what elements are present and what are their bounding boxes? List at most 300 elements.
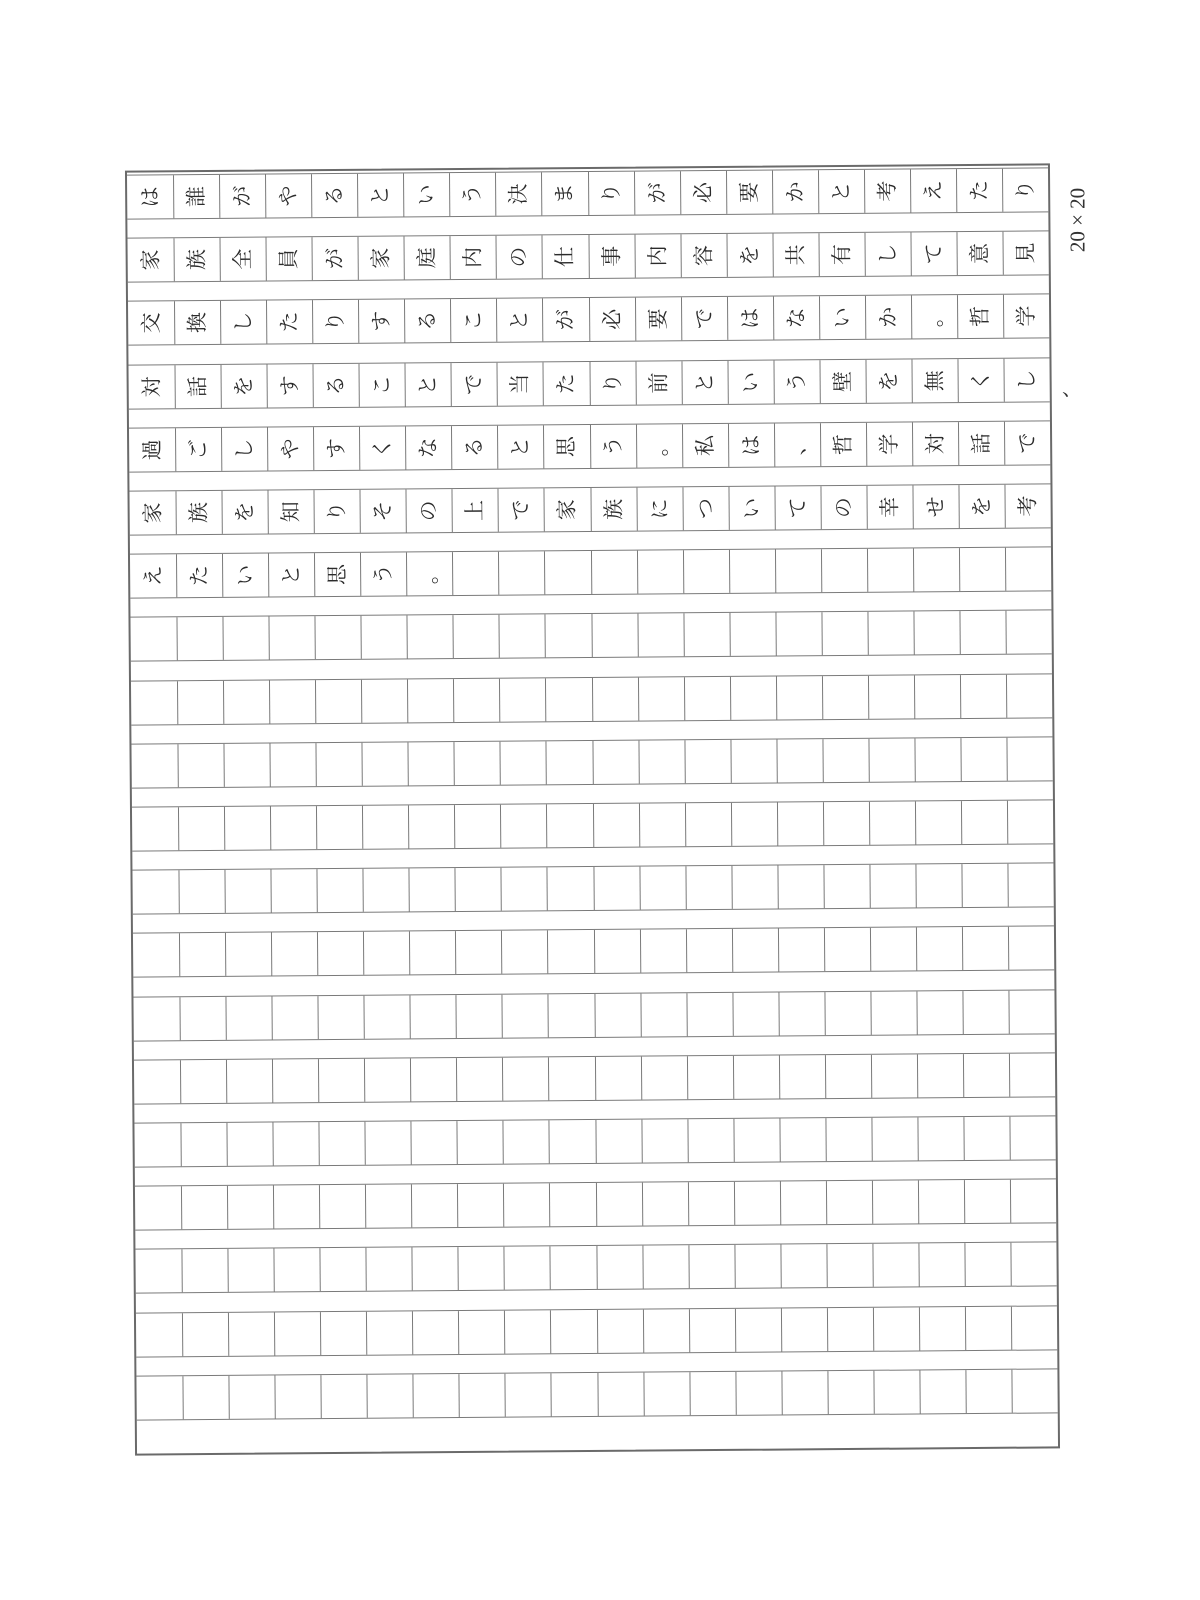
- manuscript-cell: [451, 362, 497, 405]
- cell-character: で: [461, 373, 487, 395]
- manuscript-cell: [458, 1310, 504, 1353]
- manuscript-cell: [127, 175, 173, 218]
- manuscript-cell: [773, 297, 819, 340]
- manuscript-cell: [134, 1060, 180, 1103]
- manuscript-cell: [637, 550, 683, 593]
- manuscript-cell: [177, 680, 223, 723]
- manuscript-row: [131, 673, 1052, 725]
- manuscript-cell: [1002, 168, 1048, 211]
- cell-character: 、: [784, 434, 809, 456]
- manuscript-cell: [588, 298, 634, 341]
- cell-character: 換: [185, 312, 210, 334]
- manuscript-cell: [592, 740, 638, 783]
- manuscript-cell: [957, 358, 1003, 401]
- manuscript-cell: [549, 1183, 595, 1226]
- manuscript-cell: [819, 296, 865, 339]
- manuscript-cell: [358, 237, 404, 280]
- manuscript-cell: [735, 1308, 781, 1351]
- cell-character: 私: [692, 434, 717, 456]
- manuscript-cell: [452, 552, 498, 595]
- manuscript-cell: [271, 869, 317, 912]
- cell-character: 事: [599, 245, 624, 268]
- cell-character: と: [279, 564, 304, 586]
- manuscript-cell: [501, 868, 547, 911]
- cell-character: が: [322, 248, 347, 270]
- manuscript-cell: [919, 1307, 965, 1350]
- manuscript-cell: [272, 996, 318, 1039]
- manuscript-cell: [680, 171, 726, 214]
- manuscript-cell: [1009, 1116, 1055, 1159]
- manuscript-cell: [917, 1054, 963, 1097]
- manuscript-row: [128, 294, 1049, 346]
- manuscript-cell: [550, 1246, 596, 1289]
- manuscript-cell: [778, 992, 824, 1035]
- cell-character: 要: [645, 308, 670, 330]
- cell-character: 考: [874, 180, 900, 202]
- manuscript-cell: [228, 1249, 274, 1292]
- cell-character: え: [140, 565, 165, 587]
- manuscript-cell: [365, 1121, 411, 1164]
- manuscript-cell: [502, 994, 548, 1037]
- manuscript-cell: [820, 423, 866, 466]
- manuscript-cell: [866, 422, 912, 465]
- manuscript-cell: [957, 295, 1003, 338]
- manuscript-cell: [641, 1182, 687, 1225]
- manuscript-cell: [542, 298, 588, 341]
- manuscript-cell: [407, 615, 453, 658]
- manuscript-cell: [313, 363, 359, 406]
- manuscript-cell: [587, 172, 633, 215]
- manuscript-row: [134, 1052, 1055, 1104]
- manuscript-cell: [130, 618, 176, 661]
- cell-character: を: [231, 375, 256, 397]
- manuscript-cell: [867, 549, 913, 592]
- manuscript-cell: [367, 1374, 413, 1417]
- manuscript-cell: [774, 486, 820, 529]
- manuscript-cell: [131, 681, 177, 724]
- cell-character: く: [968, 369, 993, 391]
- manuscript-row: [135, 1242, 1056, 1294]
- manuscript-cell: [916, 991, 962, 1034]
- cell-character: て: [921, 243, 946, 265]
- manuscript-cell: [128, 302, 174, 345]
- cell-character: 共: [783, 244, 808, 266]
- manuscript-cell: [913, 612, 959, 655]
- manuscript-cell: [682, 424, 728, 467]
- manuscript-cell: [733, 1055, 779, 1098]
- manuscript-cell: [267, 364, 313, 407]
- manuscript-cell: [404, 299, 450, 342]
- manuscript-cell: [1003, 358, 1049, 401]
- manuscript-cell: [317, 932, 363, 975]
- cell-character: 誰: [184, 185, 209, 208]
- manuscript-cell: [916, 927, 962, 970]
- manuscript-row: [128, 357, 1049, 409]
- manuscript-cell: [958, 422, 1004, 465]
- manuscript-cell: [226, 996, 272, 1039]
- cell-character: か: [782, 181, 807, 203]
- manuscript-cell: [131, 744, 177, 787]
- manuscript-cell: [728, 423, 774, 466]
- manuscript-cell: [915, 864, 961, 907]
- manuscript-cell: [227, 1186, 273, 1229]
- manuscript-cell: [732, 929, 778, 972]
- manuscript-cell: [595, 1183, 641, 1226]
- manuscript-cell: [364, 995, 410, 1038]
- manuscript-cell: [686, 993, 732, 1036]
- manuscript-cell: [734, 1182, 780, 1225]
- manuscript-cell: [502, 1057, 548, 1100]
- manuscript-row: [127, 167, 1048, 219]
- manuscript-cell: [912, 422, 958, 465]
- manuscript-cell: [136, 1376, 182, 1419]
- cell-character: る: [415, 310, 440, 332]
- cell-character: 交: [138, 312, 163, 334]
- manuscript-cell: [180, 996, 226, 1039]
- cell-character: 対: [922, 433, 948, 455]
- cell-character: 族: [601, 498, 626, 520]
- manuscript-cell: [312, 237, 358, 280]
- manuscript-cell: [178, 807, 224, 850]
- manuscript-cell: [965, 1370, 1011, 1413]
- manuscript-cell: [500, 741, 546, 784]
- manuscript-cell: [779, 1055, 825, 1098]
- manuscript-cell: [731, 803, 777, 846]
- cell-character: 学: [876, 433, 902, 455]
- manuscript-cell: [781, 1371, 827, 1414]
- cell-character: 族: [184, 249, 209, 271]
- manuscript-cell: [1006, 737, 1052, 780]
- manuscript-cell: [453, 615, 499, 658]
- manuscript-cell: [311, 174, 357, 217]
- manuscript-cell: [820, 486, 866, 529]
- manuscript-cell: [870, 928, 916, 971]
- cell-character: う: [460, 183, 485, 206]
- cell-character: た: [187, 565, 212, 587]
- manuscript-cell: [639, 930, 685, 973]
- manuscript-row: [127, 231, 1048, 283]
- manuscript-cell: [319, 1122, 365, 1165]
- cell-character: り: [323, 311, 348, 333]
- manuscript-cell: [547, 867, 593, 910]
- manuscript-cell: [227, 1123, 273, 1166]
- cell-character: い: [829, 307, 854, 329]
- manuscript-cell: [597, 1372, 643, 1415]
- manuscript-cell: [313, 427, 359, 470]
- cell-character: 内: [460, 247, 486, 269]
- manuscript-cell: [635, 298, 681, 341]
- cell-character: し: [231, 312, 256, 334]
- manuscript-cell: [1005, 611, 1051, 654]
- manuscript-cell: [635, 361, 681, 404]
- manuscript-cell: [962, 990, 1008, 1033]
- manuscript-cell: [404, 236, 450, 279]
- manuscript-cell: [726, 171, 772, 214]
- grid-size-label: [1058, 180, 1098, 260]
- manuscript-cell: [453, 678, 499, 721]
- cell-character: る: [322, 184, 347, 207]
- manuscript-cell: [823, 802, 869, 845]
- cell-character: し: [875, 243, 900, 265]
- manuscript-cell: [274, 1312, 320, 1355]
- manuscript-cell: [458, 1247, 504, 1290]
- manuscript-cell: [546, 804, 592, 847]
- manuscript-cell: [775, 549, 821, 592]
- cell-character: 員: [276, 248, 301, 270]
- manuscript-row: [133, 926, 1054, 978]
- manuscript-cell: [593, 867, 639, 910]
- manuscript-cell: [174, 238, 220, 281]
- manuscript-cell: [548, 1057, 594, 1100]
- manuscript-cell: [772, 170, 818, 213]
- manuscript-cell: [409, 868, 455, 911]
- manuscript-cell: [223, 680, 269, 723]
- manuscript-cell: [588, 235, 634, 278]
- cell-character: が: [553, 309, 578, 331]
- manuscript-cell: [1008, 927, 1054, 970]
- cell-character: 家: [555, 499, 580, 521]
- cell-character: た: [554, 372, 579, 394]
- cell-character: 幸: [877, 496, 902, 518]
- manuscript-cell: [1004, 421, 1050, 464]
- cell-character: り: [324, 500, 349, 523]
- manuscript-cell: [551, 1373, 597, 1416]
- manuscript-row: [136, 1368, 1057, 1420]
- manuscript-cell: [914, 675, 960, 718]
- manuscript-cell: [826, 1244, 872, 1287]
- manuscript-cell: [685, 803, 731, 846]
- manuscript-cell: [543, 425, 589, 468]
- cell-character: す: [324, 437, 349, 459]
- manuscript-cell: [268, 490, 314, 533]
- cell-character: 族: [186, 501, 211, 524]
- manuscript-cell: [178, 744, 224, 787]
- manuscript-cell: [499, 678, 545, 721]
- manuscript-cell: [1007, 800, 1053, 843]
- cell-character: い: [233, 564, 258, 587]
- cell-character: を: [969, 495, 994, 518]
- manuscript-cell: [681, 361, 727, 404]
- manuscript-cell: [818, 170, 864, 213]
- manuscript-cell: [454, 805, 500, 848]
- manuscript-cell: [409, 931, 455, 974]
- cell-character: し: [232, 438, 257, 460]
- manuscript-cell: [449, 173, 495, 216]
- manuscript-cell: [637, 614, 683, 657]
- manuscript-cell: [641, 1119, 687, 1162]
- manuscript-cell: [775, 613, 821, 656]
- manuscript-cell: [320, 1248, 366, 1291]
- cell-character: で: [691, 308, 716, 330]
- manuscript-cell: [682, 487, 728, 530]
- manuscript-cell: [176, 491, 222, 534]
- manuscript-cell: [316, 806, 362, 849]
- cell-character: ご: [186, 438, 211, 460]
- manuscript-cell: [220, 238, 266, 281]
- cell-character: な: [783, 307, 808, 329]
- manuscript-cell: [823, 865, 869, 908]
- manuscript-cell: [772, 233, 818, 276]
- manuscript-cell: [824, 928, 870, 971]
- manuscript-cell: [596, 1246, 642, 1289]
- manuscript-cell: [363, 932, 409, 975]
- manuscript-cell: [128, 238, 174, 281]
- manuscript-cell: [182, 1376, 228, 1419]
- manuscript-cell: [912, 485, 958, 528]
- manuscript-cell: [549, 1120, 595, 1163]
- cell-character: 見: [1013, 242, 1038, 264]
- manuscript-cell: [640, 993, 686, 1036]
- manuscript-cell: [222, 491, 268, 534]
- manuscript-cell: [455, 868, 501, 911]
- manuscript-cell: [496, 236, 542, 279]
- manuscript-cell: [503, 1120, 549, 1163]
- manuscript-cell: [501, 931, 547, 974]
- cell-character: い: [414, 184, 439, 206]
- manuscript-cell: [688, 1245, 734, 1288]
- manuscript-row: [129, 420, 1050, 472]
- cell-character: 知: [278, 501, 303, 523]
- cell-character: 考: [1015, 495, 1040, 517]
- manuscript-cell: [128, 365, 174, 408]
- manuscript-cell: [918, 1180, 964, 1223]
- manuscript-cell: [684, 677, 730, 720]
- manuscript-cell: [225, 933, 271, 976]
- manuscript-cell: [268, 553, 314, 596]
- cell-character: せ: [923, 496, 948, 518]
- manuscript-cell: [135, 1250, 181, 1293]
- manuscript-cell: [358, 300, 404, 343]
- manuscript-cell: [413, 1374, 459, 1417]
- manuscript-cell: [316, 743, 362, 786]
- cell-character: 話: [185, 375, 210, 397]
- manuscript-cell: [132, 807, 178, 850]
- manuscript-cell: [774, 423, 820, 466]
- manuscript-cell: [406, 489, 452, 532]
- cell-character: と: [828, 180, 854, 203]
- manuscript-cell: [1010, 1243, 1056, 1286]
- manuscript-cell: [312, 300, 358, 343]
- cell-character: 哲: [967, 306, 993, 328]
- manuscript-cell: [459, 1374, 505, 1417]
- cell-character: り: [598, 182, 623, 204]
- manuscript-cell: [411, 1184, 457, 1227]
- manuscript-cell: [133, 934, 179, 977]
- cell-character: は: [737, 308, 762, 330]
- cell-character: を: [737, 244, 762, 267]
- manuscript-cell: [910, 232, 956, 275]
- cell-character: の: [831, 496, 856, 519]
- manuscript-cell: [455, 931, 501, 974]
- manuscript-cell: [869, 801, 915, 844]
- manuscript-cell: [274, 1249, 320, 1292]
- manuscript-cell: [680, 234, 726, 277]
- manuscript-cell: [871, 1117, 917, 1160]
- manuscript-cell: [964, 1180, 1010, 1223]
- manuscript-cell: [405, 426, 451, 469]
- manuscript-cell: [636, 424, 682, 467]
- manuscript-cell: [364, 1058, 410, 1101]
- manuscript-cell: [591, 614, 637, 657]
- manuscript-cell: [872, 1244, 918, 1287]
- cell-character: え: [920, 180, 946, 202]
- manuscript-cell: [590, 488, 636, 531]
- manuscript-cell: [177, 617, 223, 660]
- manuscript-cell: [825, 1055, 871, 1098]
- cell-character: は: [738, 434, 763, 456]
- manuscript-cell: [456, 994, 502, 1037]
- cell-character: つ: [693, 498, 718, 520]
- manuscript-cell: [638, 677, 684, 720]
- manuscript-cell: [228, 1312, 274, 1355]
- manuscript-cell: [866, 485, 912, 528]
- manuscript-cell: [544, 488, 590, 531]
- manuscript-cell: [221, 364, 267, 407]
- manuscript-cell: [684, 740, 730, 783]
- manuscript-cell: [639, 803, 685, 846]
- manuscript-row: [134, 1115, 1055, 1167]
- cell-character: 必: [690, 182, 715, 204]
- manuscript-cell: [222, 554, 268, 597]
- manuscript-cell: [219, 175, 265, 218]
- cell-character: た: [966, 179, 992, 202]
- cell-character: や: [278, 438, 303, 460]
- manuscript-cell: [360, 553, 406, 596]
- manuscript-cell: [728, 487, 774, 530]
- manuscript-cell: [315, 679, 361, 722]
- manuscript-cell: [410, 1058, 456, 1101]
- manuscript-cell: [321, 1375, 367, 1418]
- cell-character: の: [506, 246, 532, 268]
- manuscript-cell: [734, 1245, 780, 1288]
- cell-character: を: [876, 370, 901, 392]
- manuscript-cell: [360, 489, 406, 532]
- manuscript-cell: [134, 1123, 180, 1166]
- manuscript-cell: [129, 428, 175, 471]
- manuscript-cell: [366, 1311, 412, 1354]
- cell-character: た: [277, 311, 302, 333]
- manuscript-cell: [318, 995, 364, 1038]
- manuscript-cell: [270, 743, 316, 786]
- cell-character: 仕: [553, 246, 578, 268]
- cell-character: の: [416, 500, 442, 522]
- cell-character: 決: [506, 183, 531, 205]
- manuscript-cell: [730, 739, 776, 782]
- manuscript-cell: [685, 866, 731, 909]
- manuscript-cell: [914, 738, 960, 781]
- manuscript-row: [132, 799, 1053, 851]
- manuscript-cell: [272, 1059, 318, 1102]
- cell-character: り: [1013, 179, 1038, 201]
- cell-character: が: [230, 185, 255, 207]
- manuscript-cell: [179, 870, 225, 913]
- manuscript-cell: [731, 866, 777, 909]
- manuscript-cell: [870, 991, 916, 1034]
- manuscript-cell: [406, 552, 452, 595]
- manuscript-cell: [182, 1312, 228, 1355]
- manuscript-cell: [220, 301, 266, 344]
- manuscript-cell: [681, 297, 727, 340]
- manuscript-cell: [270, 806, 316, 849]
- cell-character: と: [368, 184, 393, 206]
- manuscript-cell: [917, 1117, 963, 1160]
- manuscript-cell: [361, 679, 407, 722]
- manuscript-cell: [174, 301, 220, 344]
- cell-character: る: [462, 436, 487, 458]
- manuscript-cell: [589, 424, 635, 467]
- manuscript-cell: [826, 1181, 872, 1224]
- manuscript-cell: [911, 359, 957, 402]
